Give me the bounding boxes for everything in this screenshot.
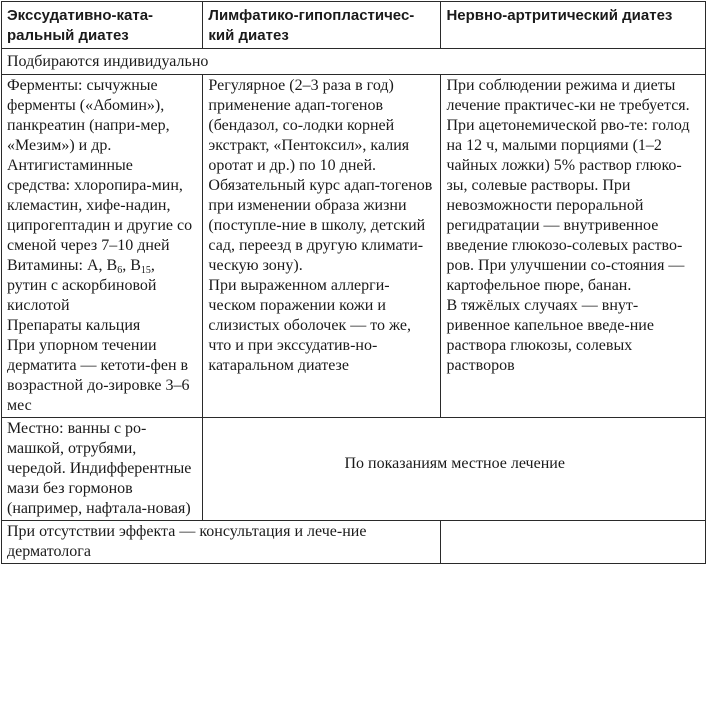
exudative-therapy-cell: [2, 75, 203, 418]
antihistamines-text: Антигистаминные средства: хлоропира-мин, клемастин, хифе-надин, ципрогептадин и другие со сменой через 7–10 дней: [7, 157, 193, 254]
header-row: [2, 2, 706, 49]
header-lymphatic: Лимфатико-гипопластичес-кий диатез: [203, 2, 441, 49]
enzymes-text: Ферменты: сычужные ферменты («Абомин»), панкреатин (напри-мер, «Мезим») и др.: [7, 77, 170, 154]
vitamins-text: [7, 256, 198, 316]
vitamin-b-subscript-1: 6: [117, 265, 123, 276]
vitamins-prefix: Витамины: А, В: [7, 257, 118, 274]
acetonemic-vomiting-text: При ацетонемической рво-те: голод на 12 ч, малыми порциями (1–2 чайных ложки) 5% раствор глюко-зы, солевые растворы. При невозможности пероральной регидратации — внутривенное введение глюкозо-солевых раство-ров. При улучшении со-стояния — картофельное пюре, банан.: [446, 117, 690, 294]
local-treatment-left-cell: Местно: ванны с ро-машкой, отрубями, чередой. Индифферентные мази без гормонов (например, нафтала-новая): [2, 418, 203, 521]
diet-regime-text: При соблюдении режима и диеты лечение практичес-ки не требуется.: [446, 77, 690, 114]
severe-cases-text: В тяжёлых случаях — внут-ривенное капельное введе-ние раствора глюкозы, солевых растворов: [446, 297, 654, 374]
individual-row: [2, 49, 706, 75]
individual-cell: Подбираются индивидуально: [2, 49, 706, 75]
header-exudative: Экссудативно-ката-ральный диатез: [2, 2, 203, 49]
vitamins-suffix: , рутин с аскорбиновой кислотой: [7, 257, 157, 314]
therapy-row: [2, 75, 706, 418]
dermatologist-row: [2, 521, 706, 564]
neuro-arthritic-therapy-cell: [441, 75, 706, 418]
calcium-text: Препараты кальция: [7, 317, 141, 334]
empty-cell: [441, 521, 706, 564]
local-treatment-indications-cell: По показаниям местное лечение: [203, 418, 706, 521]
lymphatic-therapy-cell: [203, 75, 441, 418]
header-neuro-arthritic: Нервно-артритический диатез: [441, 2, 706, 49]
adaptogens-regular-text: Регулярное (2–3 раза в год) применение адап-тогенов (бендазол, со-лодки корней экстракт, «Пентоксил», калия оротат и др.) по 10 дней.: [208, 77, 410, 174]
diathesis-treatment-table: [1, 1, 706, 564]
adaptogens-mandatory-text: Обязательный курс адап-тогенов при изменении образа жизни (поступле-ние в школу, детский сад, переезд в другую климати-ческую зону).: [208, 177, 433, 274]
local-treatment-row: [2, 418, 706, 521]
vitamins-separator: , В: [122, 257, 141, 274]
allergic-lesion-text: При выраженном аллерги-ческом поражении кожи и слизистых оболочек — то же, что и при экссудатив-но-катаральном диатезе: [208, 277, 411, 374]
ketotifen-text: При упорном течении дерматита — кетоти-фен в возрастной до-зировке 3–6 мес: [7, 337, 190, 414]
vitamin-b-subscript-2: 15: [140, 265, 151, 276]
dermatologist-cell: При отсутствии эффекта — консультация и лече-ние дерматолога: [2, 521, 441, 564]
